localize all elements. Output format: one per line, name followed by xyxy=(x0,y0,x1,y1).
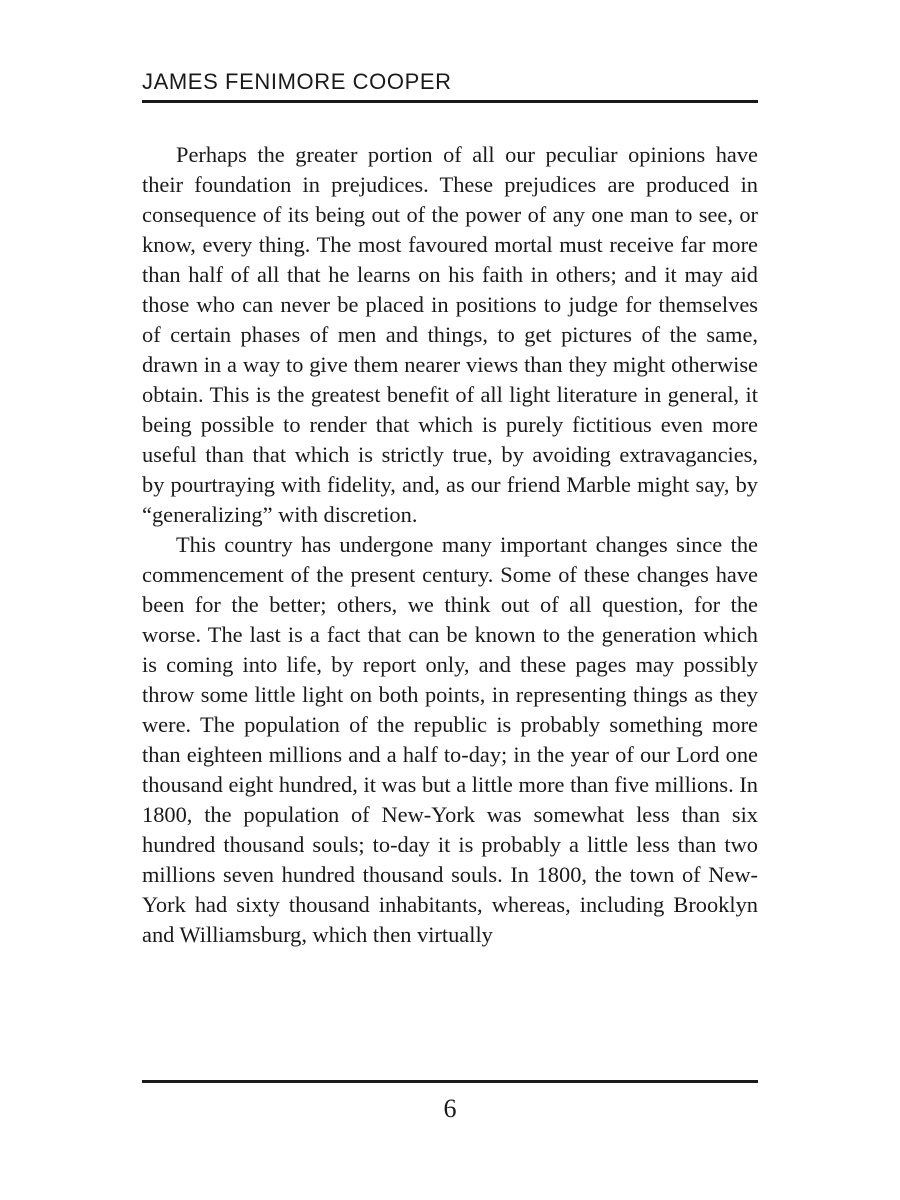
page-number: 6 xyxy=(443,1094,457,1123)
body-text xyxy=(142,140,758,950)
paragraph: Perhaps the greater portion of all our peculiar opinions have their foundation in prejudices. These prejudices are produced in consequence of its being out of the power of any one man to see, or know, every thing. The most favoured mortal must receive far more than half of all that he learns on his faith in others; and it may aid those who can never be placed in positions to judge for themselves of certain phases of men and things, to get pictures of the same, drawn in a way to give them nearer views than they might otherwise obtain. This is the greatest benefit of all light literature in general, it being possible to render that which is purely fictitious even more useful than that which is strictly true, by avoiding extravagancies, by pourtraying with fidelity, and, as our friend Marble might say, by “generalizing” with discretion. xyxy=(142,142,758,527)
footer-rule xyxy=(142,1080,758,1083)
running-header: JAMES FENIMORE COOPER xyxy=(142,69,452,94)
header-rule xyxy=(142,100,758,103)
paragraph: This country has undergone many important changes since the commencement of the present century. Some of these changes have been for the better; others, we think out of all question, for the worse. The last is a fact that can be known to the generation which is coming into life, by report only, and these pages may possibly throw some little light on both points, in representing things as they were. The population of the republic is probably something more than eighteen millions and a half to-day; in the year of our Lord one thousand eight hundred, it was but a little more than five millions. In 1800, the population of New-York was somewhat less than six hundred thousand souls; to-day it is probably a little less than two millions seven hundred thousand souls. In 1800, the town of New-York had sixty thousand inhabitants, whereas, including Brooklyn and Williamsburg, which then virtually xyxy=(142,532,758,947)
